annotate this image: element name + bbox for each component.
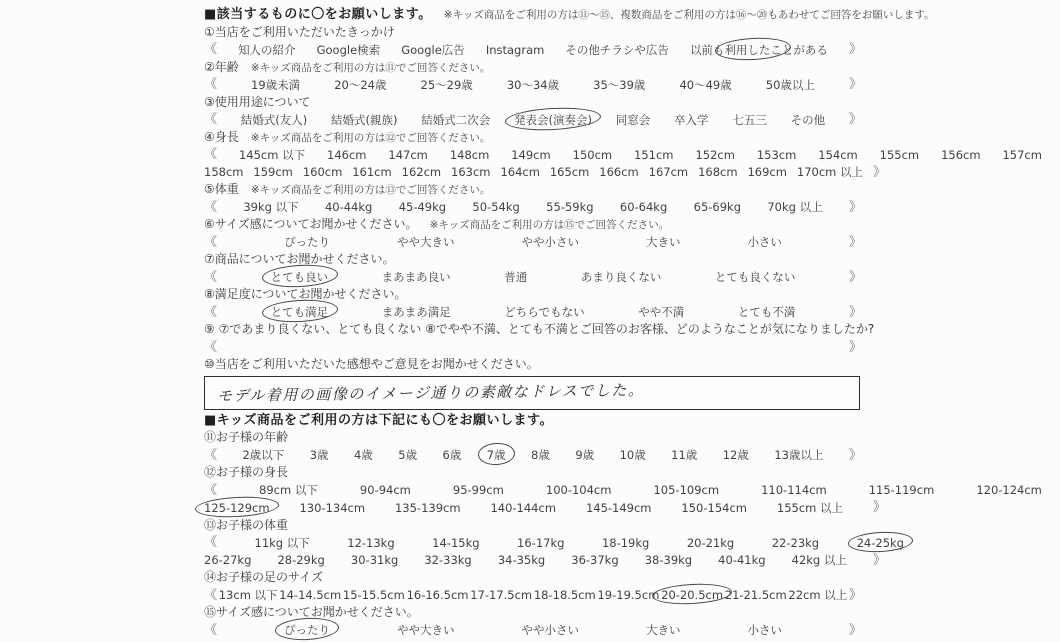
- bracket-close: 》: [848, 447, 862, 463]
- option-item: 32-33kg: [424, 553, 472, 568]
- question-label: ②年齢: [204, 59, 239, 74]
- option-item: 55-59kg: [546, 200, 594, 215]
- question-label-line: [204, 129, 1046, 147]
- option-item: 110-114cm: [761, 483, 827, 498]
- bracket-open: 《: [204, 42, 218, 57]
- option-item: 167cm: [648, 165, 689, 180]
- option-item: やや小さい: [521, 623, 579, 638]
- option-item: 89cm 以下: [259, 483, 318, 498]
- option-item: 19-19.5cm: [597, 588, 660, 603]
- question-label: ⑦商品についてお聞かせください。: [204, 252, 395, 266]
- bracket-close: 》: [848, 339, 862, 355]
- option-item: 20-21kg: [686, 535, 735, 550]
- option-item: 50歳以上: [765, 77, 815, 92]
- question-label: ⑩当店をご利用いただいた感想やご意見をお聞かせください。: [204, 357, 539, 371]
- bracket-close: 》: [848, 42, 862, 57]
- option-item: 153cm: [756, 147, 797, 162]
- question-label: ⑬お子様の体重: [204, 517, 289, 532]
- question-label: ⑫お子様の身長: [204, 465, 289, 479]
- option-item: 166cm: [599, 165, 639, 180]
- question-label-line: [204, 321, 1046, 339]
- option-item: 135-139cm: [394, 500, 461, 515]
- bracket-open: 《: [204, 234, 218, 250]
- option-item: ぴったり: [284, 235, 330, 250]
- option-item: 169cm: [747, 165, 787, 180]
- option-item: 161cm: [352, 165, 392, 180]
- option-item: 4歳: [353, 448, 373, 463]
- option-item: 20〜24歳: [334, 77, 387, 92]
- circle-annotation: とても満足: [270, 305, 329, 320]
- option-item: その他: [790, 112, 826, 127]
- option-item: 60-64kg: [619, 200, 668, 215]
- option-item: 18-19kg: [601, 535, 650, 550]
- option-item: 151cm: [634, 147, 674, 162]
- option-item: 42kg 以上: [791, 553, 847, 568]
- option-item: 18-18.5cm: [533, 588, 596, 603]
- option-item: 9歳: [575, 448, 595, 463]
- option-item: 大きい: [645, 235, 681, 250]
- option-row: [204, 76, 862, 94]
- bracket-open: 《: [204, 447, 218, 463]
- question-label-line: [204, 94, 1046, 112]
- survey-form: [204, 6, 1046, 639]
- question-label-line: [204, 251, 1046, 269]
- page-title-note: ※キッズ商品をご利用の方は⑪〜⑮、複数商品をご利用の方は⑯〜⑳もあわせてご回答をお願いします。: [443, 9, 935, 21]
- option-item: 159cm: [253, 165, 293, 180]
- option-item: 13cm 以下: [218, 588, 278, 603]
- option-item: 22-23kg: [771, 535, 820, 550]
- option-row: [204, 447, 862, 465]
- option-item: 140-144cm: [490, 500, 557, 515]
- option-item: 145cm 以下: [238, 147, 306, 162]
- page-title: [204, 6, 1046, 24]
- bracket-open: 《: [204, 482, 218, 498]
- option-item: 152cm: [695, 147, 735, 162]
- option-row: [204, 622, 862, 640]
- option-item: 2歳以下: [242, 448, 285, 463]
- option-item: 5歳: [398, 448, 418, 463]
- bracket-open: 《: [204, 304, 218, 320]
- option-item: 100-104cm: [545, 483, 612, 498]
- question-label-line: [204, 181, 1046, 199]
- option-item: 12-13kg: [347, 535, 395, 550]
- question-label-line: [204, 569, 1046, 587]
- option-item: 15-15.5cm: [342, 588, 405, 603]
- circle-annotation: とても良い: [270, 270, 329, 285]
- bracket-open: 《: [204, 147, 218, 162]
- option-item: 22cm 以上: [788, 588, 848, 603]
- option-item: まあまあ良い: [381, 270, 451, 285]
- option-item: その他チラシや広告: [565, 42, 669, 57]
- option-item: やや小さい: [521, 235, 579, 250]
- question-label: ①当店をご利用いただいたきっかけ: [204, 24, 395, 39]
- option-item: 3歳: [309, 448, 329, 463]
- option-item: 40-44kg: [324, 200, 373, 215]
- question-label-line: [204, 216, 1046, 234]
- bracket-close: 》: [872, 500, 886, 515]
- question-label-line: [204, 517, 1046, 535]
- question-label: ⑮サイズ感についてお聞かせください。: [204, 605, 419, 619]
- option-item: Google検索: [316, 42, 381, 57]
- bracket-close: 》: [848, 587, 862, 603]
- option-item: 105-109cm: [653, 483, 720, 498]
- option-item: 30〜34歳: [506, 77, 560, 92]
- question-label-line: [204, 429, 1046, 447]
- bracket-open: 《: [204, 587, 218, 603]
- option-item: Instagram: [485, 42, 545, 57]
- option-item: 158cm: [204, 165, 244, 180]
- option-item: 163cm: [451, 165, 491, 180]
- bracket-close: 》: [872, 164, 886, 180]
- option-item: 19歳未満: [251, 77, 301, 92]
- option-item: 50-54kg: [472, 200, 520, 215]
- option-item: 25〜29歳: [420, 77, 473, 92]
- circle-annotation: 7歳: [486, 448, 506, 463]
- option-item: 12歳: [722, 448, 749, 463]
- option-row: [204, 552, 886, 570]
- option-item: 146cm: [327, 147, 367, 162]
- option-item: 11kg 以下: [254, 535, 310, 550]
- question-kids-note: ※キッズ商品をご利用の方は⑫でご回答ください。: [250, 131, 491, 144]
- option-item: 30-31kg: [350, 553, 399, 568]
- bracket-open: 《: [204, 622, 218, 638]
- option-item: 155cm 以上: [776, 500, 844, 515]
- option-item: 38-39kg: [644, 553, 693, 568]
- option-item: 40〜49歳: [679, 77, 732, 92]
- option-item: 17-17.5cm: [470, 588, 533, 603]
- option-item: 14-14.5cm: [279, 588, 342, 603]
- option-item: 以前も利用したことがある: [689, 42, 828, 57]
- bracket-close: 》: [848, 77, 862, 92]
- circle-annotation: 発表会(演奏会): [514, 112, 593, 127]
- option-item: 結婚式二次会: [421, 112, 491, 127]
- question-label: ⑭お子様の足のサイズ: [204, 570, 324, 584]
- option-item: 16-17kg: [517, 535, 565, 550]
- comment-box: [204, 376, 860, 410]
- option-item: 149cm: [511, 147, 551, 162]
- option-item: 160cm: [302, 165, 343, 180]
- circle-annotation: ぴったり: [284, 623, 330, 638]
- handwritten-comment: モデル着用の画像のイメージ通りの素敵なドレスでした。: [216, 381, 645, 405]
- option-item: やや不満: [638, 305, 685, 320]
- option-item: 150-154cm: [681, 500, 747, 515]
- option-row: [204, 587, 862, 605]
- option-row: [204, 304, 862, 322]
- option-item: 70kg 以上: [767, 200, 823, 215]
- circle-annotation: 125-129cm: [204, 500, 270, 515]
- bracket-open: 《: [204, 77, 218, 92]
- option-row: [204, 482, 1042, 500]
- option-item: 65-69kg: [693, 200, 742, 215]
- option-item: やや大きい: [396, 623, 455, 638]
- option-item: 14-15kg: [432, 535, 480, 550]
- option-item: 145-149cm: [585, 500, 652, 515]
- option-item: 同窓会: [615, 112, 651, 127]
- option-row: [204, 199, 862, 217]
- option-item: 35〜39歳: [593, 77, 646, 92]
- option-row: [204, 534, 904, 552]
- question-label: ⑥サイズ感についてお聞かせください。: [204, 217, 418, 231]
- option-item: まあまあ満足: [381, 305, 451, 320]
- option-item: 小さい: [747, 623, 782, 638]
- kids-section-title: [204, 412, 1046, 430]
- option-item: 164cm: [500, 165, 540, 180]
- option-item: 知人の紹介: [238, 42, 296, 57]
- option-item: 11歳: [671, 448, 698, 463]
- option-item: 小さい: [747, 235, 782, 250]
- circle-annotation: 24-25kg: [856, 535, 904, 550]
- option-item: 95-99cm: [452, 483, 504, 498]
- option-item: 148cm: [449, 147, 490, 162]
- bracket-close: 》: [848, 622, 862, 638]
- option-item: 七五三: [732, 112, 767, 127]
- option-item: あまり良くない: [580, 270, 662, 285]
- bracket-close: 》: [848, 304, 862, 320]
- bracket-open: 《: [204, 269, 218, 285]
- option-item: 39kg 以下: [243, 200, 299, 215]
- question-label-line: [204, 24, 1046, 42]
- option-item: 130-134cm: [299, 500, 366, 515]
- option-row: [204, 146, 1042, 164]
- option-item: 90-94cm: [359, 483, 411, 498]
- option-item: 6歳: [442, 448, 462, 463]
- bracket-close: 》: [872, 552, 886, 568]
- kids-section-title-title: ■キッズ商品をご利用の方は下記にも〇をお願いします。: [204, 412, 553, 428]
- option-item: 45-49kg: [398, 200, 447, 215]
- option-item: 卒入学: [674, 112, 709, 127]
- question-kids-note: ※キッズ商品をご利用の方は⑮でご回答ください。: [429, 219, 670, 231]
- option-item: 21-21.5cm: [724, 588, 787, 603]
- option-item: 115-119cm: [868, 483, 935, 498]
- option-item: Google広告: [401, 42, 465, 57]
- option-item: 16-16.5cm: [406, 588, 469, 603]
- question-label-line: [204, 356, 1046, 374]
- question-label-line: [204, 59, 1046, 77]
- question-label: ⑪お子様の年齢: [204, 430, 289, 444]
- bracket-close: 》: [848, 269, 862, 285]
- question-label: ⑤体重: [204, 182, 239, 196]
- option-item: 8歳: [531, 448, 550, 463]
- option-item: 40-41kg: [718, 553, 766, 568]
- question-label-line: [204, 286, 1046, 304]
- option-row: [204, 234, 862, 252]
- option-item: 156cm: [941, 147, 981, 162]
- bracket-open: 《: [204, 199, 218, 215]
- option-item: 結婚式(親族): [331, 112, 398, 127]
- option-item: 155cm: [879, 147, 920, 162]
- option-item: 162cm: [401, 165, 442, 180]
- bracket-close: 》: [848, 234, 862, 250]
- option-item: 36-37kg: [571, 553, 619, 568]
- question-label-line: [204, 464, 1046, 482]
- question-label-line: [204, 604, 1046, 622]
- page-title-title: ■該当するものに〇をお願いします。: [204, 7, 432, 22]
- option-item: 13歳以上: [774, 448, 824, 463]
- option-item: 120-124cm: [976, 483, 1042, 498]
- option-item: 大きい: [645, 623, 681, 638]
- option-item: 28-29kg: [277, 553, 325, 568]
- question-kids-note: ※キッズ商品をご利用の方は⑪でご回答ください。: [250, 61, 491, 74]
- option-row: [204, 111, 862, 129]
- circle-annotation: 利用したこ: [724, 42, 782, 57]
- question-label: ④身長: [204, 129, 239, 144]
- circle-annotation: 20-20.5cm: [661, 588, 724, 603]
- option-item: 165cm: [549, 165, 590, 180]
- option-item: 170cm 以上: [796, 165, 864, 180]
- option-item: 10歳: [619, 448, 646, 463]
- option-item: 150cm: [572, 147, 613, 162]
- option-row: [204, 41, 862, 59]
- bracket-close: 》: [848, 199, 862, 215]
- option-row: [204, 269, 862, 287]
- bracket-open: 《: [204, 112, 218, 127]
- option-item: とても不満: [737, 305, 796, 320]
- bracket-open: 《: [204, 535, 218, 550]
- question-kids-note: ※キッズ商品をご利用の方は⑬でご回答ください。: [250, 184, 491, 196]
- option-row: [204, 339, 862, 357]
- question-label: ③使用用途について: [204, 94, 311, 109]
- option-item: 結婚式(友人): [240, 112, 308, 127]
- option-item: 普通: [504, 270, 528, 285]
- option-item: 157cm: [1002, 147, 1042, 162]
- option-item: とても良くない: [714, 270, 796, 285]
- option-row: [204, 164, 886, 182]
- option-item: 168cm: [698, 165, 738, 180]
- option-item: 154cm: [818, 147, 858, 162]
- option-item: 26-27kg: [204, 553, 252, 568]
- option-item: 34-35kg: [497, 553, 546, 568]
- bracket-close: 》: [848, 112, 862, 127]
- option-row: [204, 499, 886, 517]
- question-label: ⑨ ⑦であまり良くない、とても良くない ⑧でやや不満、とても不満とご回答のお客様、どのようなことが気になりましたか?: [204, 322, 875, 336]
- question-label: ⑧満足度についてお聞かせください。: [204, 287, 407, 301]
- option-item: やや大きい: [396, 235, 455, 250]
- option-item: どちらでもない: [504, 305, 585, 320]
- bracket-open: 《: [204, 339, 218, 355]
- option-item: 147cm: [388, 147, 428, 162]
